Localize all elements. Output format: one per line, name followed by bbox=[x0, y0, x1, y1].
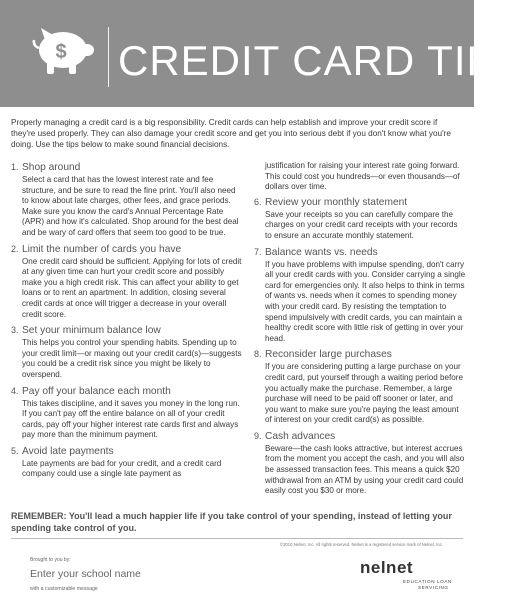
tip-number: 6. bbox=[254, 196, 262, 207]
tip-title: Avoid late payments bbox=[22, 445, 114, 457]
tip-number: 3. bbox=[11, 325, 19, 336]
tip-title: Review your monthly statement bbox=[265, 196, 408, 208]
header-banner bbox=[0, 0, 525, 107]
tip-body: Late payments are bad for your credit, and a credit card company could use a single late payment as bbox=[22, 458, 222, 479]
tip-number: 8. bbox=[254, 349, 262, 360]
school-name-field[interactable]: Enter your school name bbox=[30, 568, 141, 580]
piggy-bank-dollar-icon bbox=[31, 22, 95, 80]
page-title: CREDIT CARD TIPS bbox=[118, 37, 525, 84]
logo-tagline-1: EDUCATION LOAN bbox=[403, 579, 452, 584]
remember-callout: REMEMBER: You'll lead a much happier life if you take control of your spending, instead of letting your spending take control of you. bbox=[11, 511, 452, 533]
copyright-text: ©2010 Nelnet, Inc. All rights reserved. Nelnet is a registered service mark of Nelnet, Inc. bbox=[280, 542, 443, 547]
tip-body: If you have problems with impulse spending, don't carry all your credit cards with you. Consider carrying a single card for emergencies only. It also helps to think in terms of wants vs. needs when it comes to spending money with your credit card. By resisting the temptation to spend impulsively with credit cards, you can maintain a healthy credit score with little risk of getting in over your head. bbox=[265, 259, 466, 343]
tip-body: This takes discipline, and it saves you money in the long run. If you can't pay off the entire balance on all of your credit cards, pay off your higher interest rate cards first and always pay more than the minimum payment. bbox=[22, 398, 240, 440]
logo-tagline-2: SERVICING bbox=[418, 585, 449, 590]
tip-title: Limit the number of cards you have bbox=[22, 243, 182, 255]
tip-number: 9. bbox=[254, 430, 262, 441]
tip-2 bbox=[11, 243, 243, 321]
tip-5 bbox=[11, 445, 243, 480]
tip-number: 4. bbox=[11, 385, 19, 396]
brought-to-you-label: Brought to you by: bbox=[30, 557, 71, 563]
tip-7 bbox=[254, 246, 466, 345]
tip-number: 2. bbox=[11, 243, 19, 254]
tip-body: Beware—the cash looks attractive, but interest accrues from the moment you accept the cash, and you will also be assessed transaction fees. This means a quick $20 withdrawal from an ATM by using your credit card could easily cost you $30 or more. bbox=[265, 443, 465, 496]
intro-paragraph: Properly managing a credit card is a big responsibility. Credit cards can help establish and improve your credit score if they're used properly. They can also damage your credit score and get you into serious debt if you don't know what you're doing. Use the tips below to make sound financial decisions. bbox=[11, 118, 451, 149]
tip-3 bbox=[11, 324, 243, 380]
tip-5-continuation: justification for raising your interest rate going forward. This could cost you hundreds—or even thousands—of dollars over time. bbox=[265, 161, 460, 192]
tip-title: Reconsider large purchases bbox=[265, 349, 392, 361]
right-column bbox=[254, 161, 466, 501]
tip-body: One credit card should be sufficient. Applying for lots of credit at any given time can hurt your credit score and possibly make you a high credit risk. This can affect your ability to get loans or to rent an apartment. In addition, closing several credit cards at once will trigger a decrease in your overall credit score. bbox=[22, 256, 242, 319]
banner-divider bbox=[108, 27, 109, 87]
tip-8 bbox=[254, 348, 466, 426]
tip-1 bbox=[11, 161, 243, 239]
tip-number: 7. bbox=[254, 246, 262, 257]
tip-body: Save your receipts so you can carefully compare the charges on your credit card receipts with your records to ensure an accurate monthly statement. bbox=[265, 209, 458, 240]
tip-6 bbox=[254, 196, 466, 242]
tip-number: 1. bbox=[11, 162, 19, 172]
tip-title: Cash advances bbox=[265, 430, 336, 442]
tip-body: If you are considering putting a large purchase on your credit card, put yourself through a waiting period before you actually make the purchase. Remember, a large purchase will need to be paid off sooner or later, and you want to make sure you're paying the least amount of interest on your credit card(s) as possible. bbox=[265, 362, 463, 425]
tip-4 bbox=[11, 385, 243, 441]
tip-9 bbox=[254, 430, 466, 497]
custom-message-label: with a customizable message bbox=[30, 586, 98, 592]
left-column bbox=[11, 161, 243, 484]
tip-body: This helps you control your spending habits. Spending up to your credit limit—or maxing out your credit card(s)—suggests you could be a credit risk since you might be likely to overspend. bbox=[22, 338, 242, 379]
footer-divider bbox=[11, 538, 463, 539]
tip-number: 5. bbox=[11, 445, 19, 456]
logo-wordmark: nelnet bbox=[360, 558, 414, 577]
tip-body: Select a card that has the lowest interest rate and fee structure, and be sure to read the fine print. You'll also need to know about late charges, other fees, and grace periods. Make sure you know the card's Annual Percentage Rate (APR) and how it's calculated. Shop around for the best deal and be wary of card offers that seem too good to be true. bbox=[22, 175, 239, 237]
nelnet-logo bbox=[360, 558, 466, 598]
tip-title: Set your minimum balance low bbox=[22, 325, 161, 337]
tip-title: Balance wants vs. needs bbox=[265, 246, 378, 258]
tip-title: Shop around bbox=[22, 162, 81, 173]
tip-title: Pay off your balance each month bbox=[22, 385, 171, 397]
svg-text:$: $ bbox=[55, 41, 67, 63]
